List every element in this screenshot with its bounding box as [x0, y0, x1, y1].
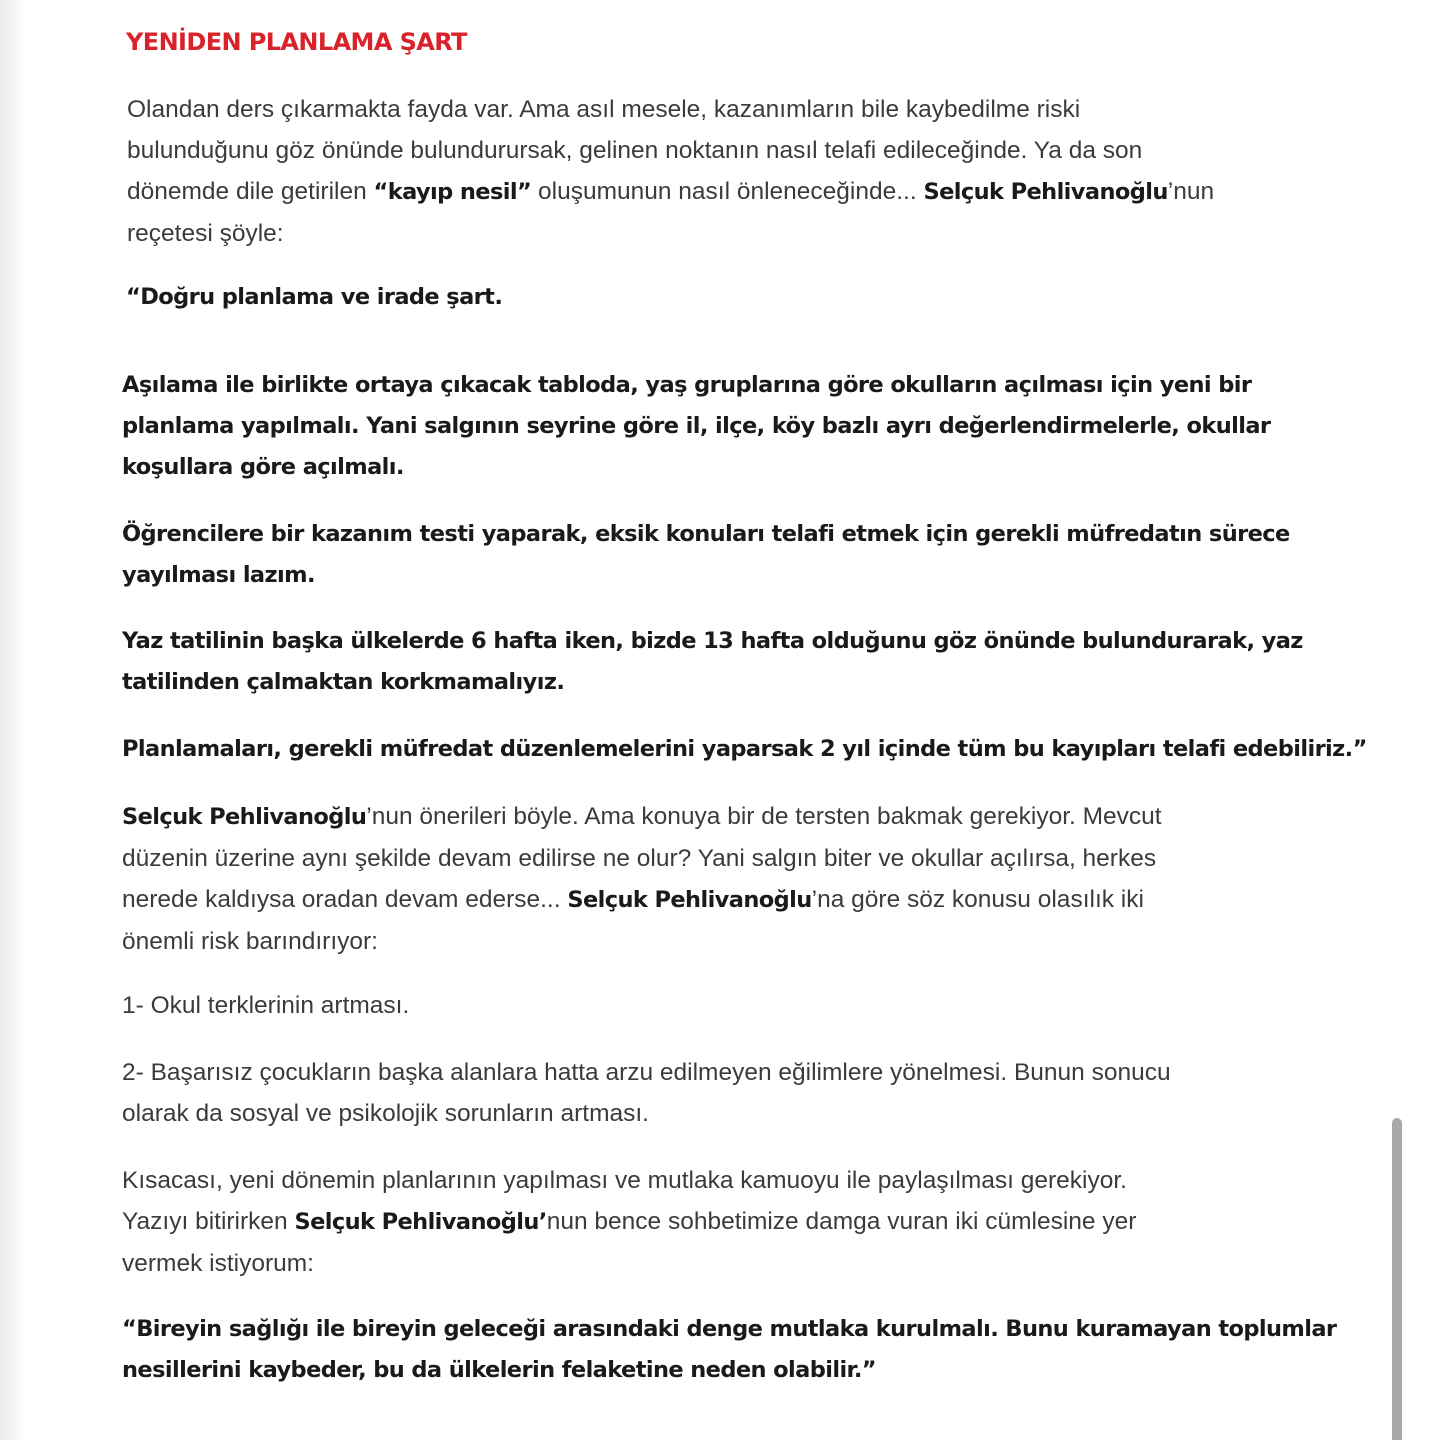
risks-text-1: ’nun önerileri böyle. Ama konuya bir de tersten bakmak gerekiyor. Mevcut düzenin üzerine aynı şekilde devam edilirse ne olur? Yani salgın biter ve okullar açılırsa, herkes nerede kaldıysa oradan devam ederse...	[122, 803, 1162, 913]
quote-paragraph-4: Yaz tatilinin başka ülkelerde 6 hafta iken, bizde 13 hafta olduğunu göz önünde bulundurarak, yaz tatilinden çalmaktan korkmamalıyız.	[122, 628, 1303, 695]
section-heading: YENİDEN PLANLAMA ŞART	[126, 28, 467, 56]
author-name: Selçuk Pehlivanoğlu	[923, 179, 1168, 205]
risk-item-1: 1- Okul terklerinin artması.	[122, 992, 410, 1019]
quote-paragraph-5: Planlamaları, gerekli müfredat düzenlemelerini yaparsak 2 yıl içinde tüm bu kayıpları telafi edebiliriz.”	[122, 736, 1367, 762]
intro-text-3: ’nun reçetesi şöyle:	[127, 178, 1215, 247]
conclusion-paragraph	[122, 1160, 1136, 1284]
closing-quote: “Bireyin sağlığı ile bireyin geleceği arasındaki denge mutlaka kurulmalı. Bunu kuramayan toplumlar nesillerini kaybeder, bu da ülkelerin felaketine neden olabilir.”	[122, 1316, 1337, 1383]
conclusion-text-1: Kısacası, yeni dönemin planlarının yapılması ve mutlaka kamuoyu ile paylaşılması gerekiyor. Yazıyı bitirirken	[122, 1167, 1127, 1235]
vertical-scrollbar-thumb[interactable]	[1392, 1118, 1402, 1440]
author-name: Selçuk Pehlivanoğlu	[567, 887, 812, 913]
author-name: Selçuk Pehlivanoğlu’	[294, 1209, 547, 1235]
intro-text-2: oluşumunun nasıl önleneceğinde...	[531, 178, 924, 205]
risk-item-2: 2- Başarısız çocukların başka alanlara hatta arzu edilmeyen eğilimlere yönelmesi. Bunun sonucu olarak da sosyal ve psikolojik sorunların artması.	[122, 1059, 1171, 1127]
intro-paragraph	[127, 89, 1214, 254]
risks-text-2: ’na göre söz konusu olasılık iki önemli risk barındırıyor:	[122, 886, 1144, 955]
quote-paragraph-3: Öğrencilere bir kazanım testi yaparak, eksik konuları telafi etmek için gerekli müfredatın sürece yayılması lazım.	[122, 521, 1290, 588]
kayip-nesil-phrase: “kayıp nesil”	[373, 179, 532, 205]
author-name: Selçuk Pehlivanoğlu	[122, 804, 367, 830]
risks-intro-paragraph	[122, 796, 1162, 962]
intro-text-1: Olandan ders çıkarmakta fayda var. Ama asıl mesele, kazanımların bile kaybedilme riski bulunduğunu göz önünde bulundurursak, gelinen noktanın nasıl telafi edileceğinde. Ya da son dönemde dile getirilen	[127, 96, 1143, 205]
quote-paragraph-1: “Doğru planlama ve irade şart.	[126, 284, 503, 310]
quote-paragraph-2: Aşılama ile birlikte ortaya çıkacak tabloda, yaş gruplarına göre okulların açılması için yeni bir planlama yapılmalı. Yani salgının seyrine göre il, ilçe, köy bazlı ayrı değerlendirmelerle, okullar koşullara göre açılmalı.	[122, 372, 1271, 480]
conclusion-text-2: nun bence sohbetimize damga vuran iki cümlesine yer vermek istiyorum:	[122, 1208, 1137, 1277]
